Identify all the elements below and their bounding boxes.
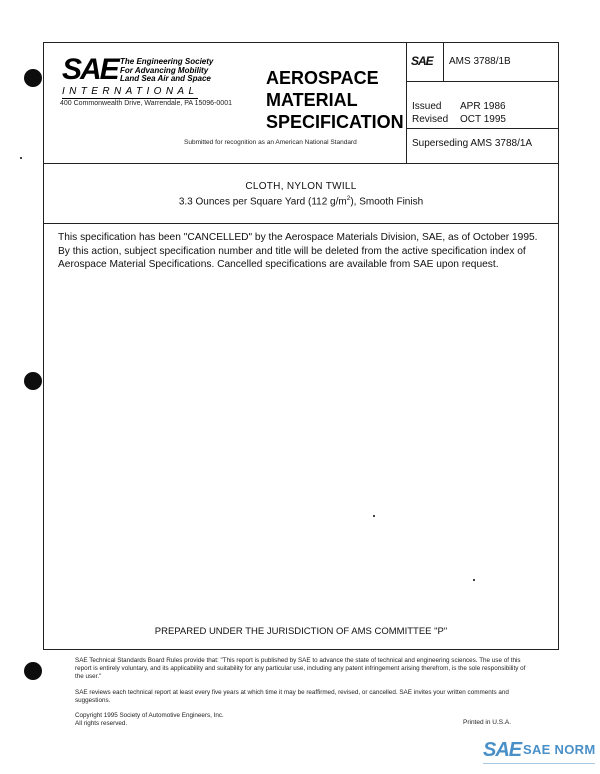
scan-speck bbox=[20, 157, 22, 159]
header-right bbox=[406, 43, 559, 163]
issued-label: Issued bbox=[412, 101, 442, 112]
watermark-logo-mark: SAE bbox=[483, 739, 522, 761]
revised-row bbox=[412, 114, 506, 125]
printed-in: Printed in U.S.A. bbox=[463, 719, 512, 726]
scan-speck bbox=[373, 515, 375, 517]
binder-hole-middle bbox=[24, 372, 42, 390]
revised-date: OCT 1995 bbox=[460, 114, 506, 125]
spec-title: CLOTH, NYLON TWILL bbox=[245, 181, 357, 192]
sae-logo-international: INTERNATIONAL bbox=[62, 86, 199, 97]
issued-row bbox=[412, 101, 506, 112]
sae-address: 400 Commonwealth Drive, Warrendale, PA 15096-0001 bbox=[60, 100, 232, 107]
document-type-title: AEROSPACE MATERIAL SPECIFICATION bbox=[266, 68, 404, 132]
sae-norm-watermark bbox=[483, 740, 595, 770]
header bbox=[44, 43, 558, 164]
scan-speck bbox=[473, 579, 475, 581]
footer-rights: All rights reserved. bbox=[75, 720, 128, 727]
footer-copyright: Copyright 1995 Society of Automotive Engineers, Inc. bbox=[75, 712, 224, 719]
binder-hole-top bbox=[24, 69, 42, 87]
prepared-by-committee: PREPARED UNDER THE JURISDICTION OF AMS COMMITTEE "P" bbox=[154, 626, 448, 637]
spec-dates bbox=[407, 82, 559, 129]
cancellation-notice: This specification has been "CANCELLED" by the Aerospace Materials Division, SAE, as of October 1995. By this action, subject specification number and title will be deleted from the active specification index of Aerospace Material Specifications. Cancelled specifications are available from SAE upon request. bbox=[58, 232, 538, 270]
specification-frame bbox=[43, 42, 559, 650]
sae-international-logo bbox=[62, 55, 252, 105]
header-left bbox=[44, 43, 406, 163]
spec-logo-cell bbox=[407, 43, 444, 82]
watermark-underline bbox=[483, 763, 595, 768]
superseding-note: Superseding AMS 3788/1A bbox=[412, 138, 533, 149]
revised-label: Revised bbox=[412, 114, 449, 125]
footer-policy: SAE Technical Standards Board Rules provide that: "This report is published by SAE to advance the state of technical and engineering sciences. The use of this report is entirely voluntary, and its applicability and suitability for any particular use, including any patent infringement arising therefrom, is the sole responsibility of the user." bbox=[75, 657, 526, 680]
sae-small-logo: SAE bbox=[411, 54, 433, 68]
footer-review: SAE reviews each technical report at least every five years at which time it may be reaffirmed, revised, or cancelled. SAE invites your written comments and suggestions. bbox=[75, 689, 509, 704]
spec-number: AMS 3788/1B bbox=[449, 56, 511, 67]
issued-date: APR 1986 bbox=[460, 101, 506, 112]
watermark-text: SAE NORM bbox=[523, 742, 596, 757]
spec-subtitle: 3.3 Ounces per Square Yard (112 $g/m^2$), Smooth Finish bbox=[178, 195, 424, 208]
spec-number-cell bbox=[443, 43, 559, 82]
binder-hole-bottom bbox=[24, 662, 42, 680]
sae-logo-tagline: The Engineering Society For Advancing Mobility Land Sea Air and Space bbox=[120, 57, 214, 83]
ansi-note: Submitted for recognition as an American National Standard bbox=[184, 139, 357, 146]
title-block bbox=[44, 163, 558, 224]
sae-logo-mark: SAE bbox=[62, 53, 118, 86]
